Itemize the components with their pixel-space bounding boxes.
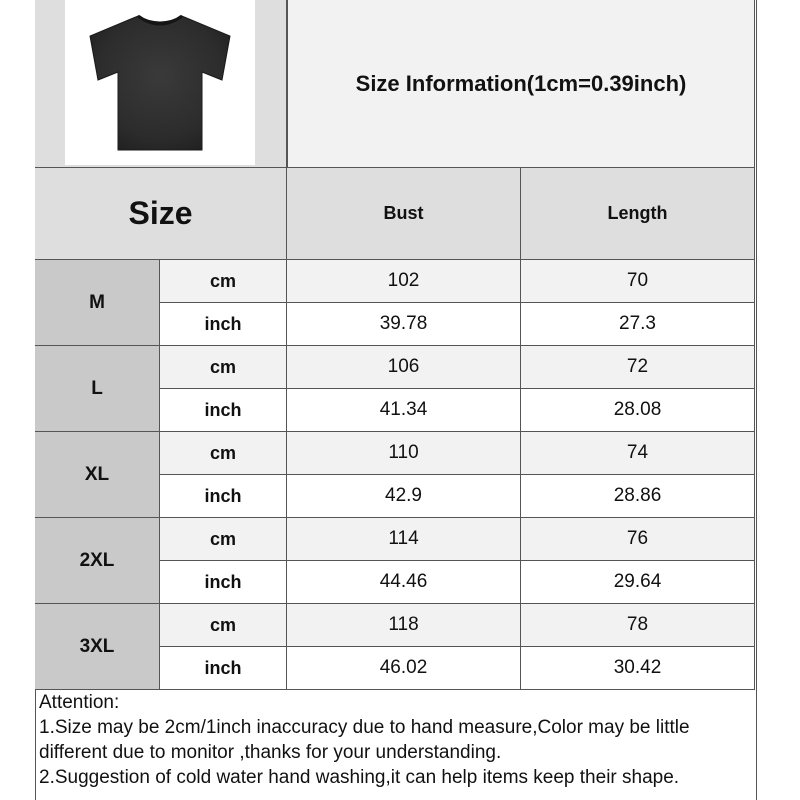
length-value-cell [521, 303, 755, 346]
bust-value-cell [287, 432, 521, 475]
unit-label: inch [204, 571, 242, 592]
size-label: 2XL [79, 549, 115, 571]
bust-value-cell [287, 303, 521, 346]
unit-cell [160, 346, 287, 389]
note-line-3: 2.Suggestion of cold water hand washing,it can help items keep their shape. [39, 767, 680, 788]
length-value-cell [521, 647, 755, 690]
bust-header-cell [287, 168, 521, 260]
size-chart [35, 0, 757, 800]
length-value: 70 [626, 270, 649, 291]
size-label: L [91, 377, 103, 399]
bust-value: 118 [388, 614, 419, 635]
bust-value: 39.78 [379, 313, 428, 334]
unit-cell [160, 647, 287, 690]
length-value-cell [521, 604, 755, 647]
unit-label: cm [209, 528, 236, 549]
product-image [65, 0, 255, 165]
bust-value: 110 [388, 442, 419, 463]
unit-label: inch [204, 485, 242, 506]
size-label-cell [35, 604, 160, 690]
size-label-cell [35, 260, 160, 346]
length-value: 28.08 [613, 399, 662, 420]
size-info-title: Size Information(1cm=0.39inch) [355, 70, 687, 96]
bust-value-cell [287, 604, 521, 647]
bust-value-cell [287, 389, 521, 432]
size-label: 3XL [79, 635, 115, 657]
unit-label: inch [204, 399, 242, 420]
unit-label: inch [204, 313, 242, 334]
bust-value-cell [287, 561, 521, 604]
length-header: Length [607, 203, 668, 223]
unit-cell [160, 475, 287, 518]
unit-cell [160, 518, 287, 561]
note-line-1: 1.Size may be 2cm/1inch inaccuracy due to hand measure,Color may be little [39, 717, 690, 738]
length-value: 29.64 [613, 571, 662, 592]
unit-cell [160, 260, 287, 303]
bust-value: 42.9 [385, 485, 422, 506]
length-value-cell [521, 475, 755, 518]
size-header: Size [128, 195, 193, 231]
attention-heading: Attention: [39, 692, 120, 713]
size-label: M [89, 291, 105, 313]
size-label: XL [84, 463, 110, 485]
unit-label: inch [204, 657, 242, 678]
bust-value-cell [287, 518, 521, 561]
length-value: 78 [626, 614, 649, 635]
bust-value: 41.34 [379, 399, 428, 420]
unit-label: cm [209, 270, 236, 291]
bust-value: 114 [388, 528, 419, 549]
bust-value-cell [287, 346, 521, 389]
attention-notes [39, 690, 755, 790]
length-value-cell [521, 432, 755, 475]
size-label-cell [35, 432, 160, 518]
unit-label: cm [209, 356, 236, 377]
length-value: 27.3 [619, 313, 656, 334]
length-header-cell [521, 168, 755, 260]
tshirt-icon [80, 8, 240, 158]
bust-header: Bust [383, 203, 424, 223]
unit-cell [160, 303, 287, 346]
length-value: 72 [626, 356, 649, 377]
length-value: 76 [626, 528, 649, 549]
length-value-cell [521, 561, 755, 604]
bust-value-cell [287, 647, 521, 690]
size-label-cell [35, 346, 160, 432]
unit-cell [160, 561, 287, 604]
note-line-2: different due to monitor ,thanks for your understanding. [39, 742, 502, 763]
size-label-cell [35, 518, 160, 604]
bust-value: 44.46 [379, 571, 428, 592]
length-value: 28.86 [613, 485, 662, 506]
size-header-cell [35, 168, 287, 260]
length-value-cell [521, 260, 755, 303]
bust-value: 106 [387, 356, 420, 377]
bust-value-cell [287, 475, 521, 518]
length-value-cell [521, 389, 755, 432]
bust-value: 102 [387, 270, 420, 291]
unit-label: cm [209, 442, 236, 463]
length-value: 30.42 [613, 657, 662, 678]
length-value-cell [521, 518, 755, 561]
unit-cell [160, 604, 287, 647]
unit-cell [160, 432, 287, 475]
unit-cell [160, 389, 287, 432]
length-value-cell [521, 346, 755, 389]
unit-label: cm [209, 614, 236, 635]
bust-value: 46.02 [379, 657, 428, 678]
length-value: 74 [626, 442, 649, 463]
title-cell [287, 0, 755, 168]
bust-value-cell [287, 260, 521, 303]
